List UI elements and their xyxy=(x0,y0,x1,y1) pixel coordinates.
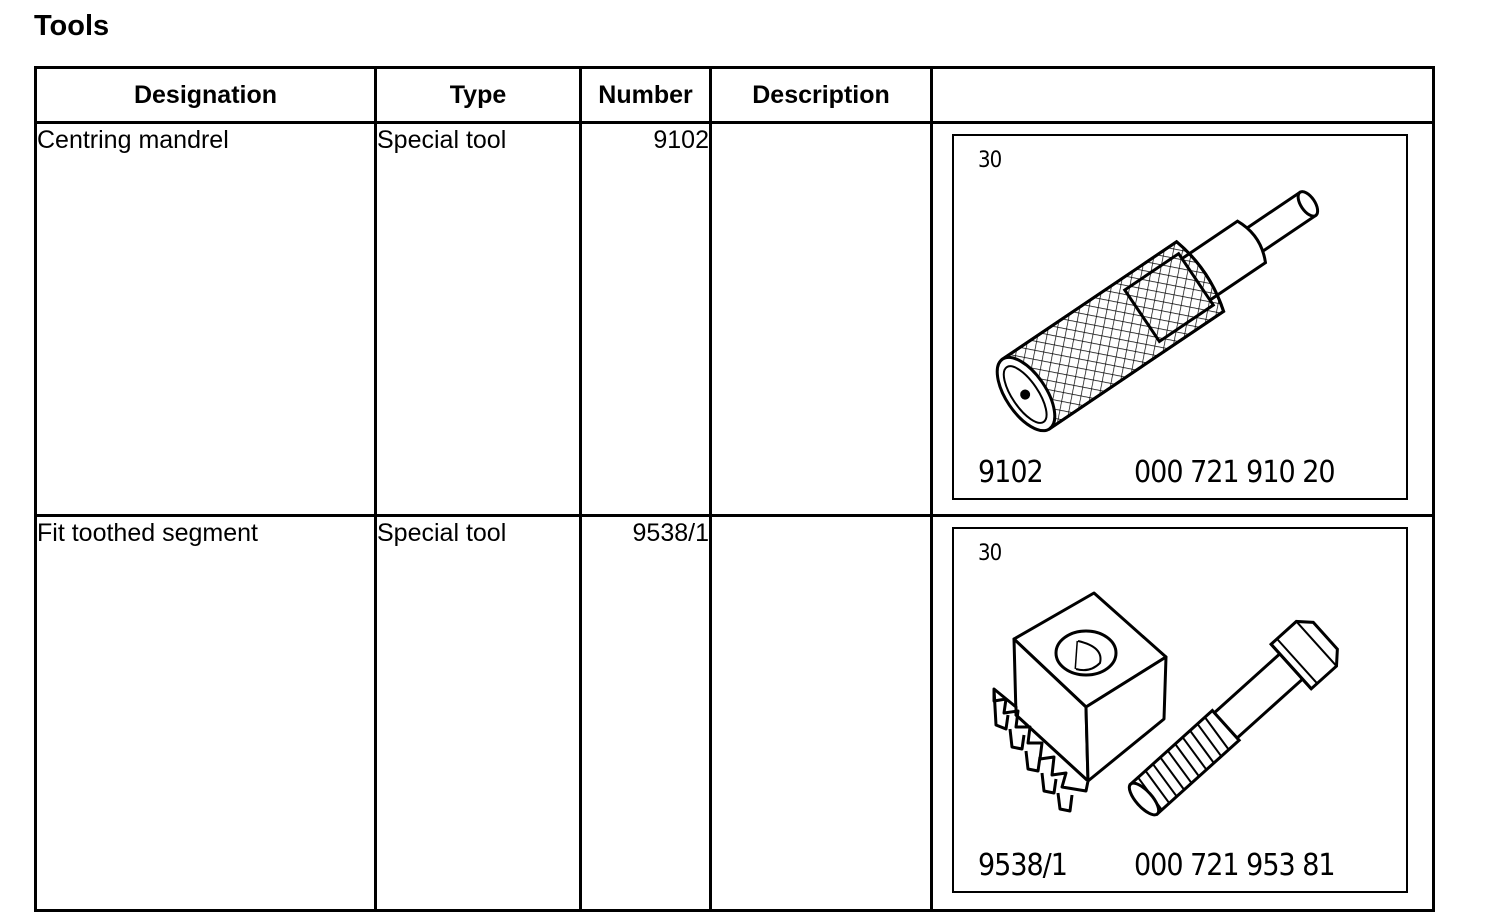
centring-mandrel-drawing xyxy=(954,136,1406,498)
table-row xyxy=(36,516,1434,911)
cell-number: 9102 xyxy=(581,123,711,516)
table-row xyxy=(36,123,1434,516)
figure-part-number: 000 721 910 20 xyxy=(1134,455,1335,490)
cell-number: 9538/1 xyxy=(581,516,711,911)
tools-table xyxy=(34,66,1435,912)
cell-description xyxy=(711,516,932,911)
cell-designation: Centring mandrel xyxy=(36,123,376,516)
tool-figure-toothed-segment xyxy=(952,527,1408,893)
table-header-row xyxy=(36,68,1434,123)
header-description: Description xyxy=(711,68,932,123)
cell-description xyxy=(711,123,932,516)
cell-type: Special tool xyxy=(376,516,581,911)
figure-tool-number: 9102 xyxy=(978,455,1043,490)
header-illustration xyxy=(932,68,1434,123)
header-number: Number xyxy=(581,68,711,123)
page-title: Tools xyxy=(34,10,110,42)
header-type: Type xyxy=(376,68,581,123)
figure-part-number: 000 721 953 81 xyxy=(1134,848,1335,883)
tool-figure-centring-mandrel xyxy=(952,134,1408,500)
figure-code: 30 xyxy=(978,541,1002,566)
cell-illustration xyxy=(932,516,1434,911)
cell-designation: Fit toothed segment xyxy=(36,516,376,911)
toothed-segment-and-bolt-drawing xyxy=(954,529,1406,891)
cell-illustration xyxy=(932,123,1434,516)
figure-code: 30 xyxy=(978,148,1002,173)
cell-type: Special tool xyxy=(376,123,581,516)
header-designation: Designation xyxy=(36,68,376,123)
figure-tool-number: 9538/1 xyxy=(978,848,1067,883)
